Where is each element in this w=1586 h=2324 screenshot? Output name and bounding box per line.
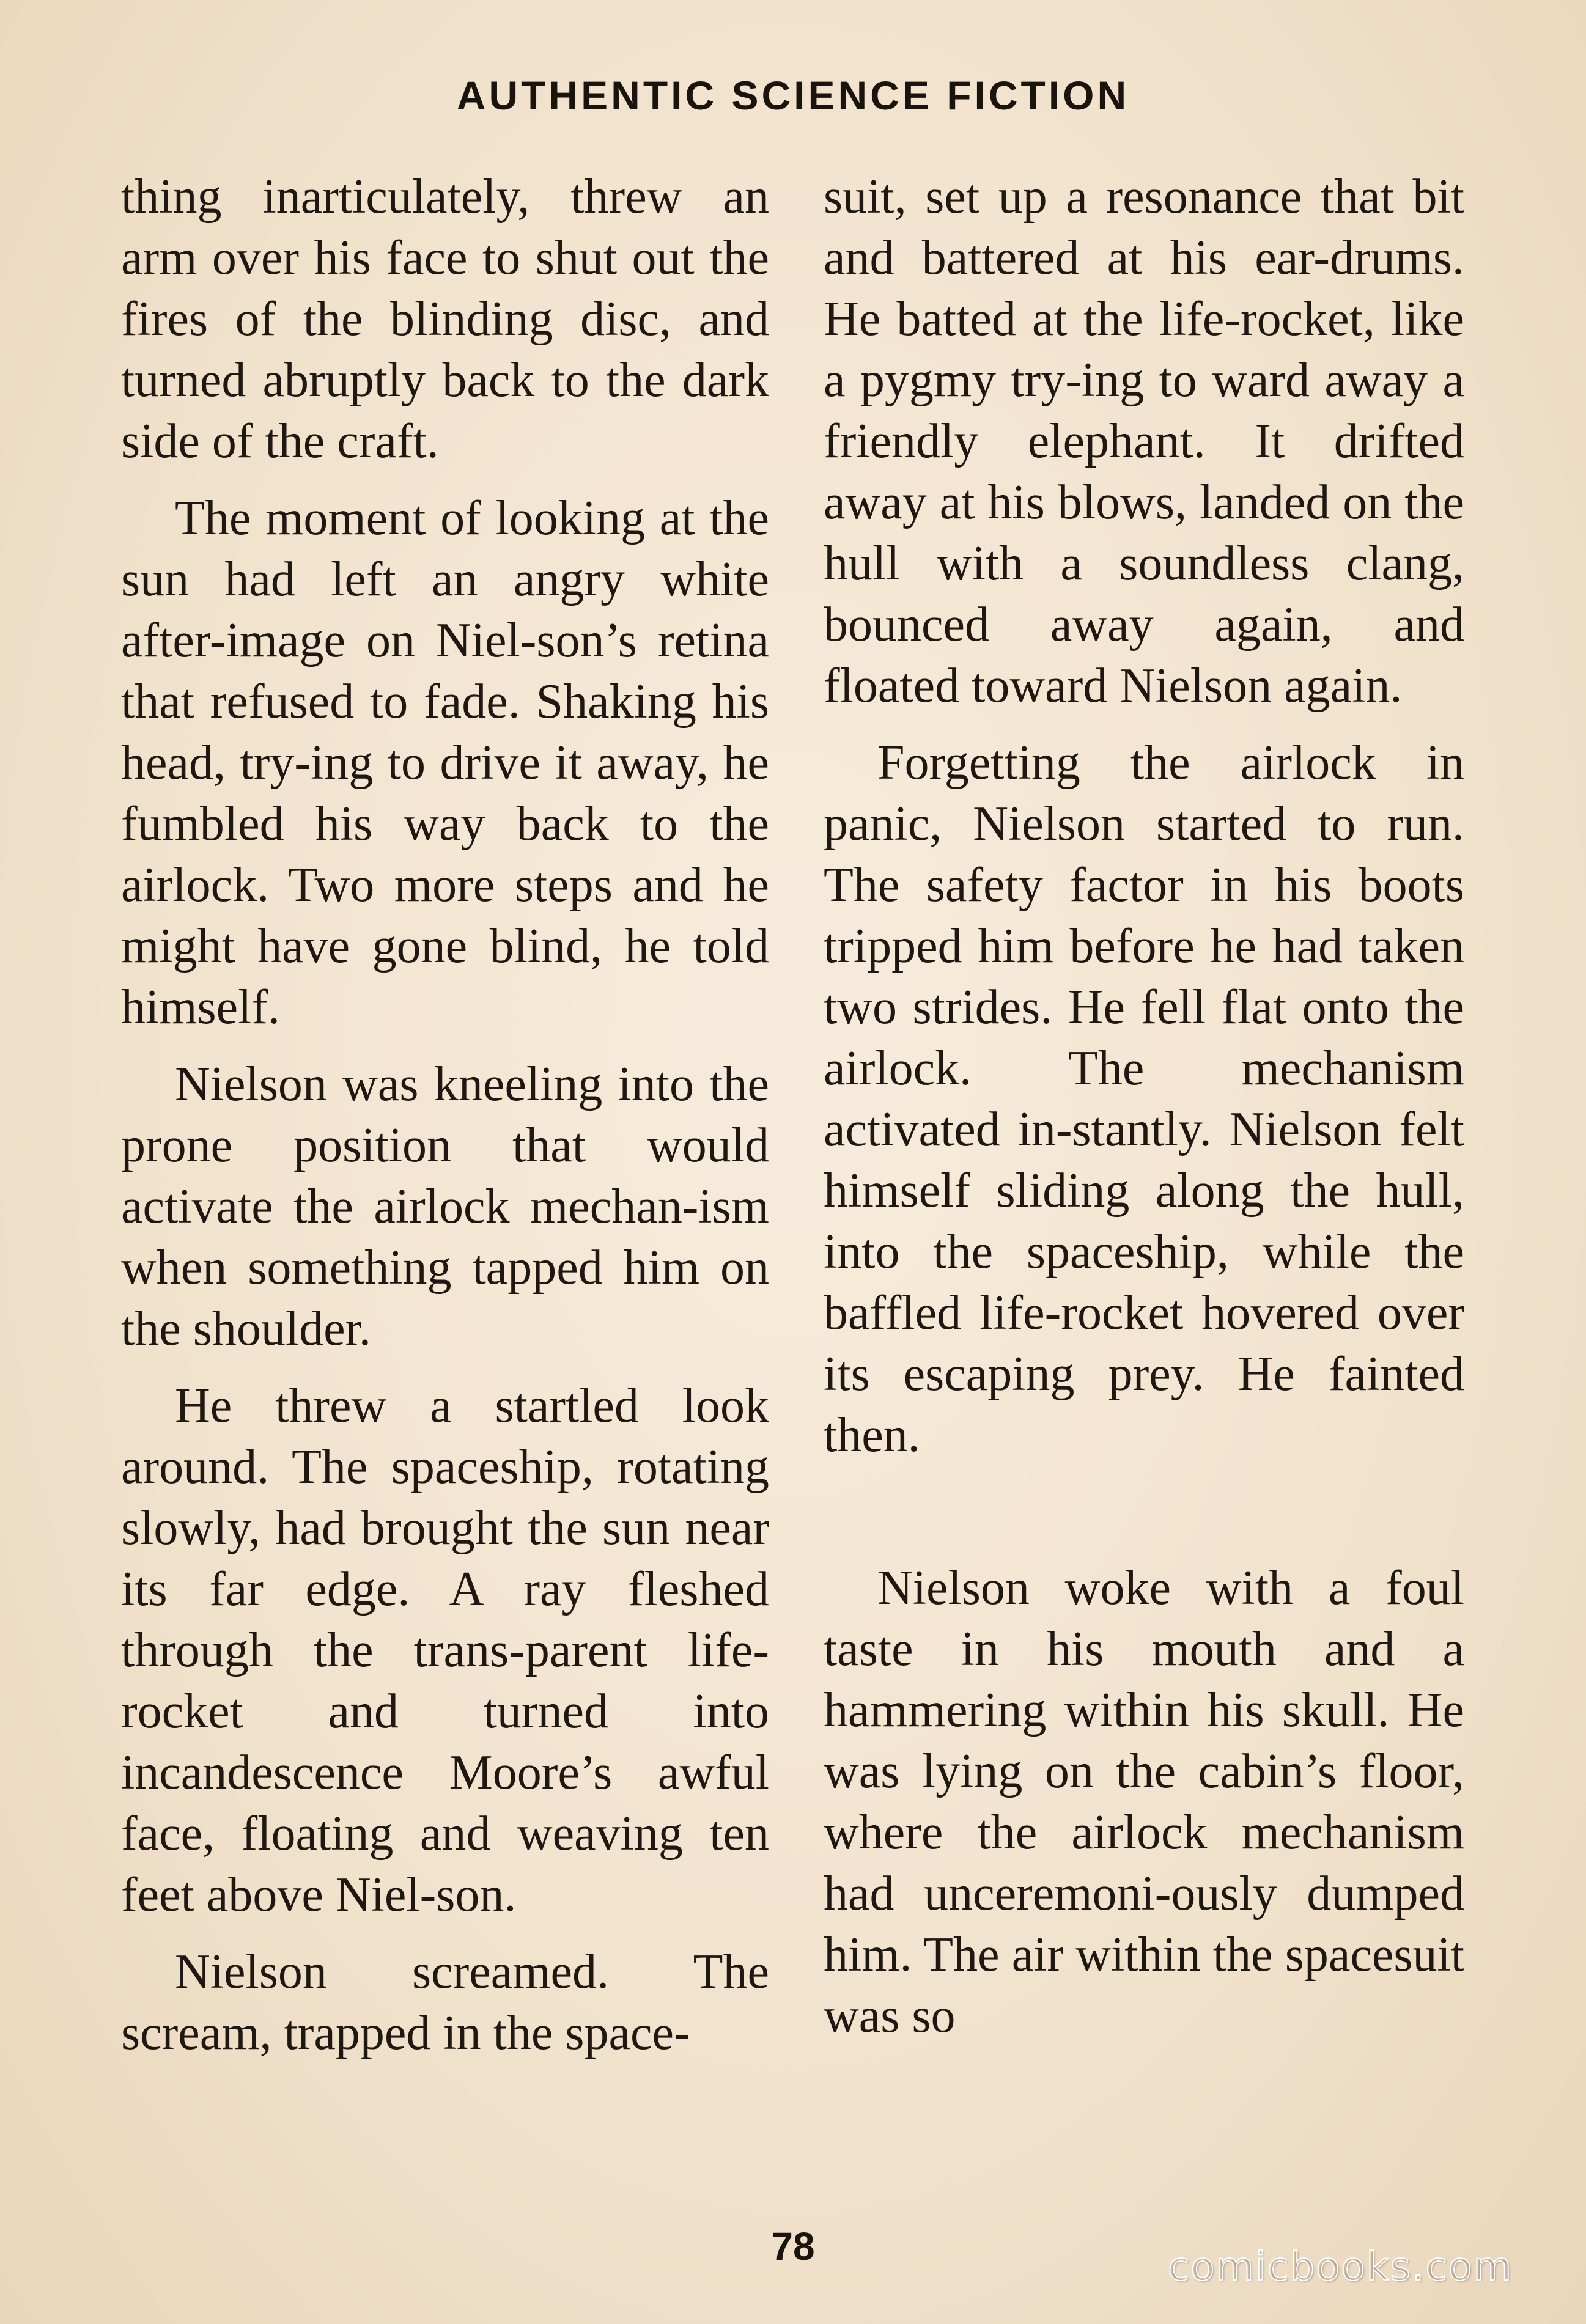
paragraph: Nielson was kneeling into the prone position that would activate the airlock mechan-ism when something tapped him on the shoulder. xyxy=(121,1057,769,1356)
running-header: AUTHENTIC SCIENCE FICTION xyxy=(456,73,1130,118)
paragraph: Nielson woke with a foul taste in his mouth and a hammering within his skull. He was lying on the cabin’s floor, where the airlock mechanism had unceremoni-ously dumped him. The air within the spacesuit was so xyxy=(824,1561,1464,2043)
watermark-logo: comicbooks.com xyxy=(1168,2245,1513,2290)
paragraph: He threw a startled look around. The spaceship, rotating slowly, had brought the sun near its far edge. A ray fleshed through the trans-parent life-rocket and turned into incandescence Moore’s awful face, floating and weaving ten feet above Niel-son. xyxy=(121,1379,769,1922)
paragraph: suit, set up a resonance that bit and battered at his ear-drums. He batted at the life-rocket, like a pygmy try-ing to ward away a friendly elephant. It drifted away at his blows, landed on the hull with a soundless clang, bounced away again, and floated toward Nielson again. xyxy=(824,170,1464,713)
right-text-column xyxy=(824,166,1464,2062)
paragraph: Forgetting the airlock in panic, Nielson started to run. The safety factor in his boots tripped him before he had taken two strides. He fell flat onto the airlock. The mechanism activated in-stantly. Nielson felt himself sliding along the hull, into the spaceship, while the baffled life-rocket hovered over its escaping prey. He fainted then. xyxy=(824,736,1464,1462)
paragraph: thing inarticulately, threw an arm over his face to shut out the fires of the blinding disc, and turned abruptly back to the dark side of the craft. xyxy=(121,170,769,468)
left-text-column xyxy=(121,166,769,2079)
page-number: 78 xyxy=(771,2224,815,2268)
paragraph: The moment of looking at the sun had left an angry white after-image on Niel-son’s retina that refused to fade. Shaking his head, try-ing to drive it away, he fumbled his way back to the airlock. Two more steps and he might have gone blind, he told himself. xyxy=(121,491,769,1034)
paragraph: Nielson screamed. The scream, trapped in the space- xyxy=(121,1945,769,2060)
